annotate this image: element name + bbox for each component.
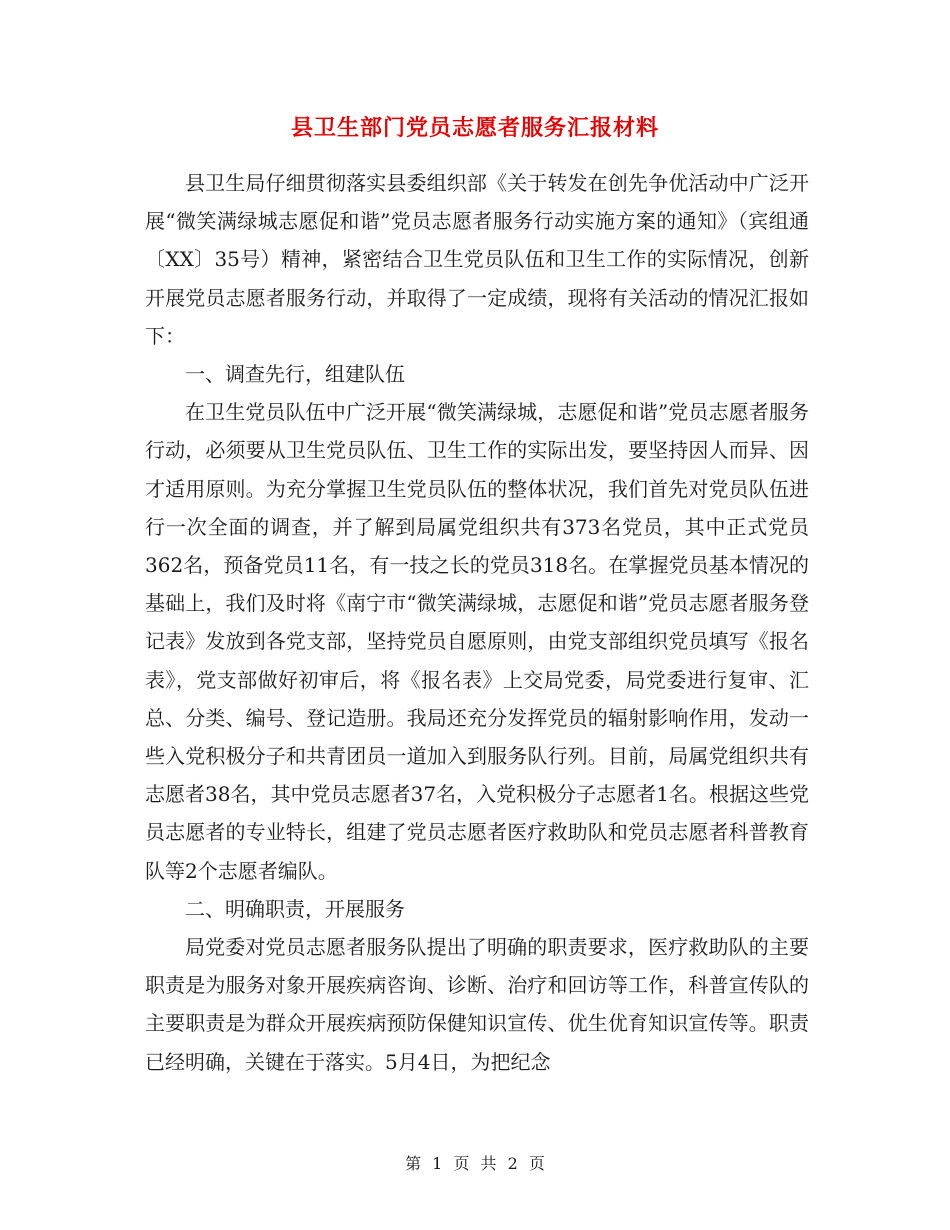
page-footer: 第 1 页 共 2 页 (405, 1154, 545, 1173)
document-body (145, 164, 809, 1081)
paragraph-section-1: 在卫生党员队伍中广泛开展“微笑满绿城，志愿促和谐”党员志愿者服务行动，必须要从卫生党员队伍、卫生工作的实际出发，要坚持因人而异、因才适用原则。为充分掌握卫生党员队伍的整体状况，我们首先对党员队伍进行一次全面的调查，并了解到局属党组织共有373名党员，其中正式党员362名，预备党员11名，有一技之长的党员318名。在掌握党员基本情况的基础上，我们及时将《南宁市“微笑满绿城，志愿促和谐”党员志愿者服务登记表》发放到各党支部，坚持党员自愿原则，由党支部组织党员填写《报名表》，党支部做好初审后，将《报名表》上交局党委，局党委进行复审、汇总、分类、编号、登记造册。我局还充分发挥党员的辐射影响作用，发动一些入党积极分子和共青团员一道加入到服务队行列。目前，局属党组织共有志愿者38名，其中党员志愿者37名，入党积极分子志愿者1名。根据这些党员志愿者的专业特长，组建了党员志愿者医疗救助队和党员志愿者科普教育队等2个志愿者编队。 (145, 400, 809, 883)
paragraph-intro: 县卫生局仔细贯彻落实县委组织部《关于转发在创先争优活动中广泛开展“微笑满绿城志愿促和谐”党员志愿者服务行动实施方案的通知》（宾组通〔XX〕35号）精神，紧密结合卫生党员队伍和卫生工作的实际情况，创新开展党员志愿者服务行动，并取得了一定成绩，现将有关活动的情况汇报如下： (145, 171, 809, 348)
section-heading-1: 一、调查先行，组建队伍 (185, 362, 405, 387)
section-heading-2: 二、明确职责，开展服务 (185, 896, 405, 921)
paragraph-section-2: 局党委对党员志愿者服务队提出了明确的职责要求，医疗救助队的主要职责是为服务对象开展疾病咨询、诊断、治疗和回访等工作，科普宣传队的主要职责是为群众开展疾病预防保健知识宣传、优生优育知识宣传等。职责已经明确，关键在于落实。5月4日，为把纪念 (145, 935, 809, 1074)
document-title: 县卫生部门党员志愿者服务汇报材料 (290, 115, 659, 141)
